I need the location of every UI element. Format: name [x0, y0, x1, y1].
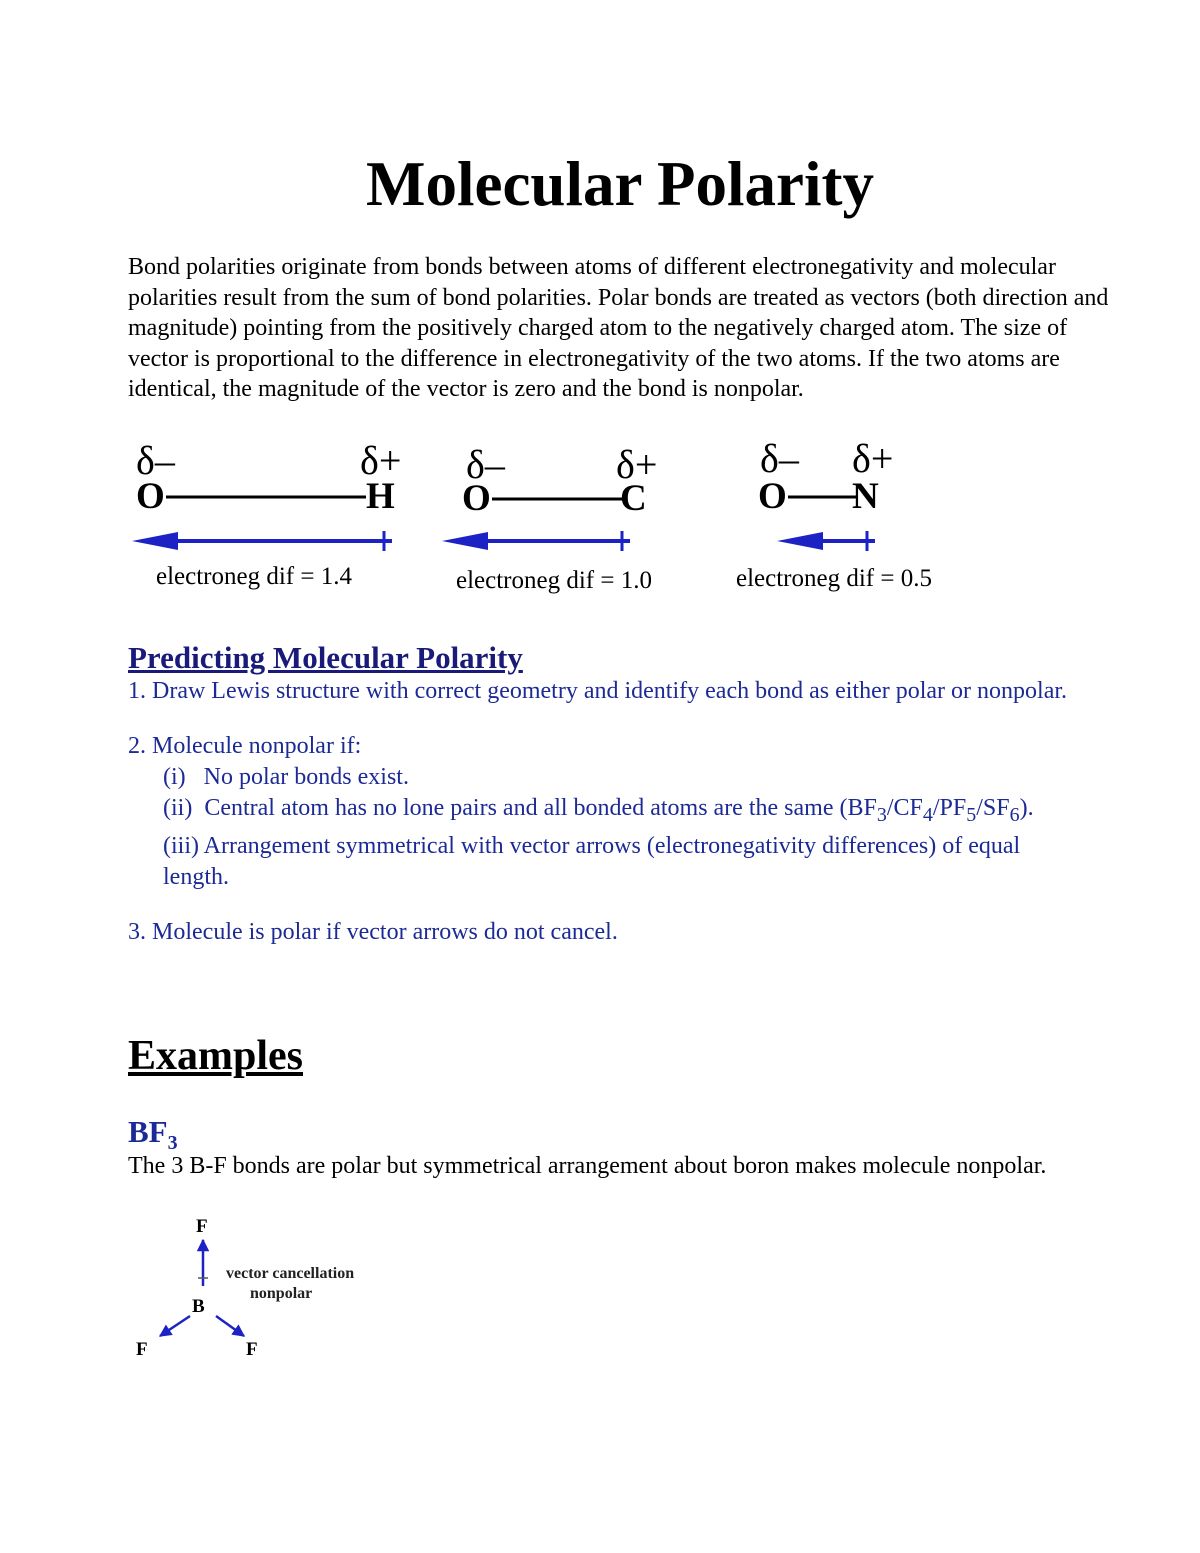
step-2-i: (i) No polar bonds exist. [163, 764, 409, 790]
step-2-iii: (iii) Arrangement symmetrical with vector arrows (electronegativity differences) of equal length. [163, 832, 1021, 890]
intro-paragraph: Bond polarities originate from bonds between atoms of different electronegativity and molecular polarities result from the sum of bond polarities. Polar bonds are treated as vectors (both direction and magnitude) pointing from the positively charged atom to the negatively charged atom. The size of vector is proportional to the difference in electronegativity of the two atoms. If the two atoms are identical, the magnitude of the vector is zero and the bond is nonpolar. [128, 254, 1109, 402]
bf3-vector-left [160, 1316, 190, 1336]
formula-sf6: $SF_6$ [982, 795, 1020, 826]
formula-cf4: $CF_4$ [893, 795, 933, 826]
vector-head [777, 532, 823, 550]
bf3-vector-right [216, 1316, 244, 1336]
bf3-atom-b: B [192, 1296, 205, 1317]
dipole-vector-arrow [777, 531, 875, 551]
step-3: 3. Molecule is polar if vector arrows do not cancel. [128, 918, 618, 945]
bond-example-oh [124, 436, 424, 606]
partial-negative-label: δ– [136, 438, 175, 483]
bond-example-on [732, 436, 992, 606]
bf3-atom-f-left: F [136, 1339, 148, 1360]
bf3-note-nonpolar: nonpolar [250, 1285, 313, 1302]
partial-negative-label: δ– [466, 442, 505, 487]
partial-positive-label: δ+ [360, 438, 402, 483]
electroneg-diff-label: electroneg dif = 1.0 [456, 567, 652, 594]
dipole-vector-arrow [132, 531, 392, 551]
step-1: 1. Draw Lewis structure with correct geometry and identify each bond as either polar or nonpolar. [128, 678, 1068, 704]
step-2-ii: (ii) Central atom has no lone pairs and all bonded atoms are the same $(BF_3/CF_4/PF_5/SF_6)$. [163, 795, 1034, 826]
formula-pf5: $PF_5$ [939, 795, 977, 826]
atom-o: O [136, 476, 165, 517]
partial-positive-label: δ+ [616, 442, 658, 487]
examples-heading: Examples [128, 1033, 304, 1079]
electroneg-diff-label: electroneg dif = 1.4 [156, 563, 352, 590]
atom-n: N [852, 476, 879, 517]
page-title: Molecular Polarity [366, 149, 874, 219]
atom-c: C [620, 478, 647, 519]
vector-head [132, 532, 178, 550]
dipole-vector-arrow [442, 531, 630, 551]
electroneg-diff-label: electroneg dif = 0.5 [736, 565, 932, 592]
step-2: 2. Molecule nonpolar if: [128, 733, 362, 759]
partial-negative-label: δ– [760, 436, 799, 481]
predicting-heading: Predicting Molecular Polarity [128, 640, 523, 675]
step-2-ii-text: (ii) Central atom has no lone pairs and all bonded atoms are the same ( [163, 795, 848, 821]
bf3-note-cancellation: vector cancellation [226, 1265, 355, 1282]
bf3-diagram [128, 1216, 408, 1366]
atom-o: O [758, 476, 787, 517]
bond-example-oc [456, 436, 716, 606]
formula-bf3: $BF_3$ [847, 795, 887, 826]
predicting-steps [128, 676, 1168, 948]
partial-positive-label: δ+ [852, 436, 894, 481]
bf3-heading: $BF_3$ [128, 1114, 178, 1155]
bf3-description: The 3 B-F bonds are polar but symmetrical arrangement about boron makes molecule nonpolar. [128, 1153, 1047, 1179]
bf3-atom-f-top: F [196, 1216, 208, 1237]
vector-head [442, 532, 488, 550]
bf3-atom-f-right: F [246, 1339, 258, 1360]
atom-h: H [366, 476, 395, 517]
atom-o: O [462, 478, 491, 519]
